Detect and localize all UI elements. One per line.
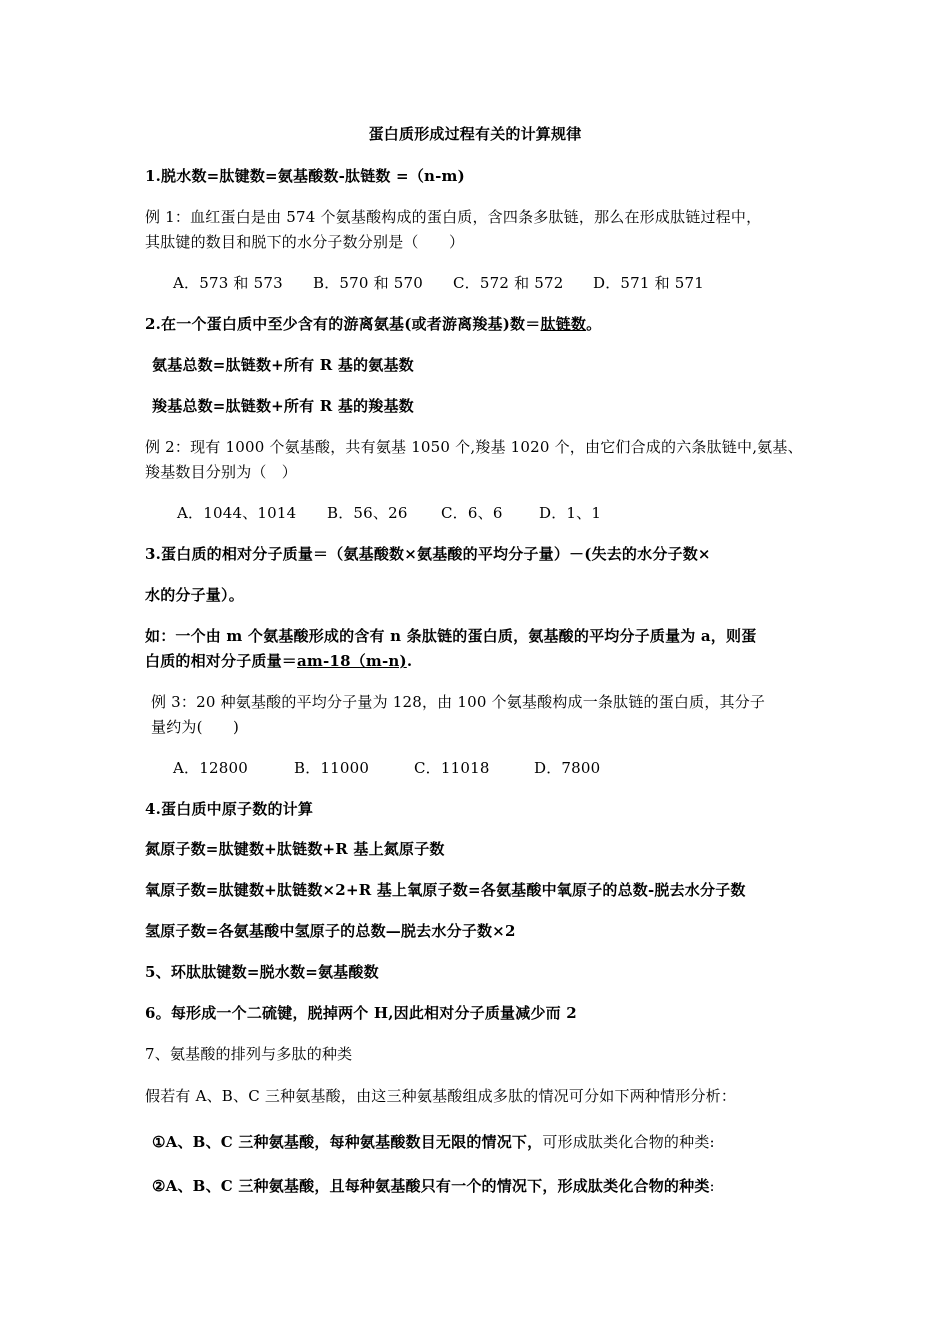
formula-suffix: . (406, 652, 413, 670)
example-1-options (173, 273, 704, 293)
example-1-question-cont: 其肽键的数目和脱下的水分子数分别是（ ） (145, 233, 465, 251)
amino-total-formula: 氨基总数=肽链数+所有 R 基的氨基数 (152, 356, 414, 374)
rule-3-example-formula (145, 651, 412, 671)
option-c: C．572 和 572 (453, 274, 564, 292)
rule-4-heading: 4.蛋白质中原子数的计算 (145, 800, 314, 818)
option-b: B．570 和 570 (313, 274, 424, 292)
case-2-result: : (709, 1177, 715, 1195)
rule-2-heading (145, 314, 601, 334)
rule-7-intro: 假若有 A、B、C 三种氨基酸，由这三种氨基酸组成多肽的情况可分如下两种情形分析： (145, 1087, 737, 1105)
hydrogen-atom-formula: 氢原子数=各氨基酸中氢原子的总数—脱去水分子数×2 (145, 922, 516, 940)
oxygen-atom-formula: 氧原子数=肽键数+肽链数×2+R 基上氧原子数=各氨基酸中氧原子的总数-脱去水分子数 (145, 881, 746, 899)
option-d: D．571 和 571 (593, 274, 705, 292)
formula-prefix: 白质的相对分子质量＝ (145, 652, 298, 670)
example-1-question: 例 1：血红蛋白是由 574 个氨基酸构成的蛋白质，含四条多肽链，那么在形成肽链过程中， (145, 208, 762, 226)
option-b: B．11000 (294, 759, 370, 777)
rule-7-case-2 (152, 1176, 715, 1196)
example-3-question-cont: 量约为( ) (151, 718, 240, 736)
example-3-options (173, 758, 600, 778)
formula-underlined: am-18（m-n) (297, 652, 407, 670)
option-a: A．573 和 573 (173, 274, 283, 292)
rule-6-heading: 6。每形成一个二硫键，脱掉两个 H,因此相对分子质量减少而 2 (145, 1004, 577, 1022)
example-2-question: 例 2：现有 1000 个氨基酸，共有氨基 1050 个,羧基 1020 个，由它们合成的六条肽链中,氨基、 (145, 438, 803, 456)
example-2-options (177, 503, 601, 523)
rule-7-case-1 (152, 1132, 715, 1152)
option-a: A．1044、1014 (177, 504, 297, 522)
option-d: D．7800 (534, 759, 601, 777)
rule-3-heading-cont: 水的分子量）。 (145, 586, 244, 604)
option-a: A．12800 (173, 759, 248, 777)
document-title: 蛋白质形成过程有关的计算规律 (368, 125, 582, 143)
rule-7-heading: 7、氨基酸的排列与多肽的种类 (145, 1045, 353, 1063)
case-2-condition: ②A、B、C 三种氨基酸，且每种氨基酸只有一个的情况下，形成肽类化合物的种类 (152, 1177, 710, 1195)
rule-1-heading: 1.脱水数=肽键数=氨基酸数-肽链数 =（n-m) (145, 167, 465, 185)
example-2-question-cont: 羧基数目分别为（ ） (145, 463, 298, 481)
rule-5-heading: 5、环肽肽键数=脱水数=氨基酸数 (145, 963, 379, 981)
rule-2-underlined-term: 肽链数 (540, 315, 587, 333)
option-b: B．56、26 (327, 504, 408, 522)
case-1-result: 可形成肽类化合物的种类: (542, 1133, 715, 1151)
option-c: C．6、6 (441, 504, 503, 522)
rule-2-heading-text: 2.在一个蛋白质中至少含有的游离氨基(或者游离羧基)数＝ (145, 315, 541, 333)
rule-2-heading-end: 。 (586, 315, 602, 333)
nitrogen-atom-formula: 氮原子数=肽键数+肽链数+R 基上氮原子数 (145, 840, 445, 858)
carboxyl-total-formula: 羧基总数=肽链数+所有 R 基的羧基数 (152, 397, 414, 415)
rule-3-heading: 3.蛋白质的相对分子质量＝（氨基酸数×氨基酸的平均分子量）－(失去的水分子数× (145, 545, 711, 563)
option-c: C．11018 (414, 759, 490, 777)
case-1-condition: ①A、B、C 三种氨基酸，每种氨基酸数目无限的情况下， (152, 1133, 543, 1151)
option-d: D．1、1 (539, 504, 602, 522)
example-3-question: 例 3：20 种氨基酸的平均分子量为 128，由 100 个氨基酸构成一条肽链的蛋白质，其分子 (151, 693, 766, 711)
rule-3-example-text: 如：一个由 m 个氨基酸形成的含有 n 条肽链的蛋白质，氨基酸的平均分子质量为 a，则蛋 (145, 627, 757, 645)
